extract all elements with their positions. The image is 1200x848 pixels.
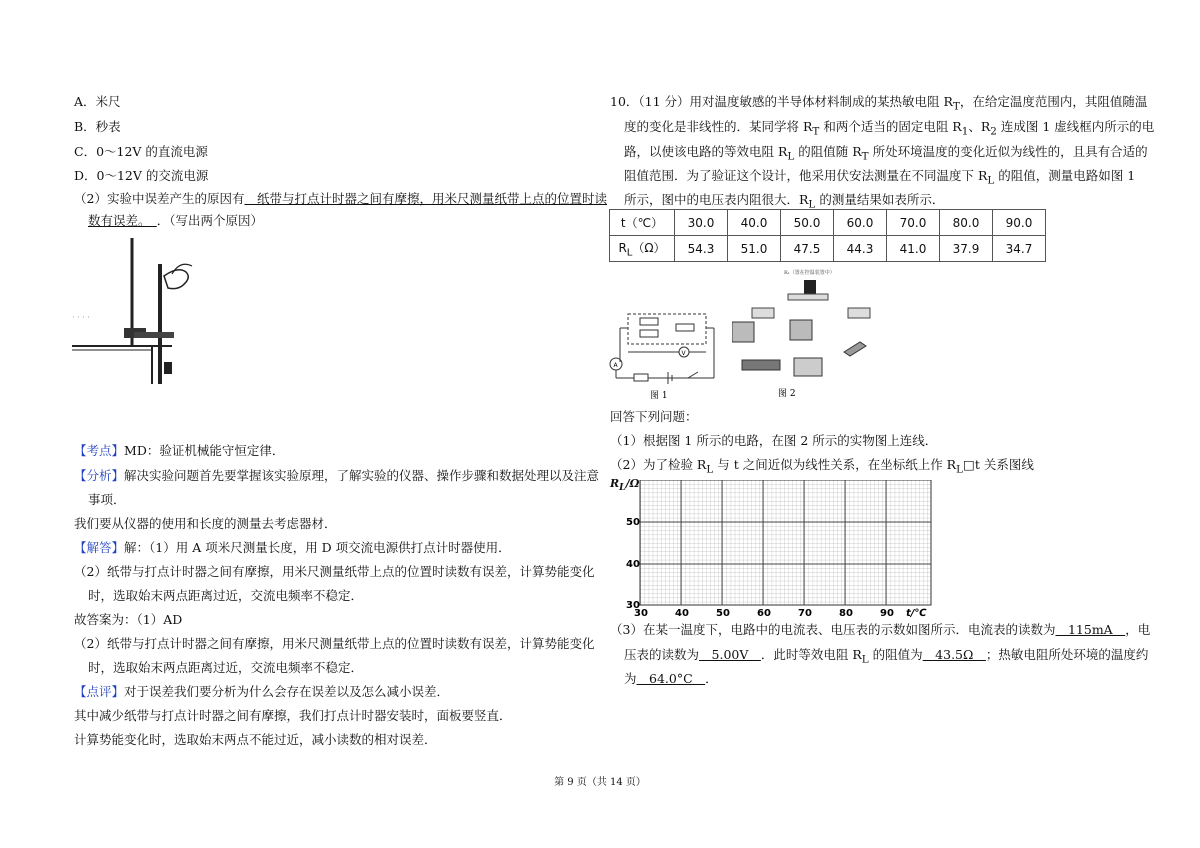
table-row-r	[610, 236, 1046, 262]
answer-voltage: 5.00V	[699, 647, 761, 662]
r-header: $R_L(\Omega)$	[610, 236, 675, 262]
answer-temperature: 64.0°C	[636, 671, 706, 686]
q3-line2: 压表的读数为 5.00V ．此时等效电阻 $R_L$ 的阻值为 43.5Ω ；热敏电阻所处环境的温度约	[624, 647, 1149, 666]
y-tick: 50	[626, 517, 640, 528]
switch-device	[844, 342, 866, 356]
t-cell: 90.0	[993, 210, 1046, 236]
option-a: A．米尺	[74, 94, 121, 109]
fenxi-text: 解决实验问题首先要掌握该实验原理，了解实验的仪器、操作步骤和数据处理以及注意	[124, 468, 600, 483]
graph-ylabel: $R_L/\Omega$	[610, 477, 640, 494]
answer-line: 故答案为：（1）AD	[74, 612, 183, 627]
note1: 其中减少纸带与打点计时器之间有摩擦，我们打点计时器安装时，面板要竖直．	[74, 708, 512, 723]
question-1: （1）根据图 1 所示的电路，在图 2 所示的实物图上连线．	[610, 433, 938, 448]
t-cell: 60.0	[834, 210, 887, 236]
q2-line1	[74, 191, 607, 207]
kaodian	[74, 443, 284, 459]
q3-line1: （3）在某一温度下，电路中的电流表、电压表的示数如图所示．电流表的读数为 115mA ，电	[610, 622, 1151, 637]
t-header: t（℃）	[610, 210, 675, 236]
t-cell: 70.0	[887, 210, 940, 236]
grid-area	[640, 480, 931, 605]
x-tick: 70	[798, 608, 812, 619]
dianping	[74, 684, 449, 700]
y-tick: 40	[626, 559, 640, 570]
t-cell: 40.0	[728, 210, 781, 236]
option-b: B．秒表	[74, 119, 121, 134]
answer-current: 115mA	[1055, 622, 1126, 637]
q2-answer-2: 数有误差。	[88, 213, 157, 228]
answer-intro: 回答下列问题：	[610, 409, 698, 424]
r-cell: 37.9	[940, 236, 993, 262]
battery	[794, 358, 822, 376]
svg-text:A: A	[613, 362, 618, 369]
answer-resistance: 43.5Ω	[922, 647, 986, 662]
ammeter-device	[732, 322, 754, 342]
x-tick: 80	[839, 608, 853, 619]
q10-line2: 度的变化是非线性的．某同学将 $R_T$ 和两个适当的固定电阻 $R_1$、$R_2$ 连成图 1 虚线框内所示的电	[624, 119, 1155, 138]
q10-line5: 所示，图中的电压表内阻很大．$R_L$ 的测量结果如表所示．	[624, 192, 945, 211]
r-cell: 51.0	[728, 236, 781, 262]
x-tick: 90	[880, 608, 894, 619]
ans2-l2: 时，选取始末两点距离过近，交流电频率不稳定．	[88, 660, 364, 675]
kaodian-tag: 【考点】	[74, 443, 125, 458]
t-cell: 30.0	[675, 210, 728, 236]
fenxi	[74, 468, 599, 484]
q10-line1: 10．（11 分）用对温度敏感的半导体材料制成的某热敏电阻 $R_T$，在给定温度范围内，其阻值随温	[610, 94, 1148, 113]
fenxi-cont: 事项．	[88, 492, 126, 507]
x-tick: 60	[757, 608, 771, 619]
r-cell: 34.7	[993, 236, 1046, 262]
x-tick: 30	[634, 608, 648, 619]
jieda2-l2: 时，选取始末两点距离过近，交流电频率不稳定．	[88, 588, 364, 603]
dianping-tag: 【点评】	[74, 684, 125, 699]
question-2: （2）为了检验 $R_L$ 与 t 之间近似为线性关系，在坐标纸上作 $R_L□t$ 关系图线	[610, 457, 1034, 476]
q2-prefix: （2）实验中误差产生的原因有	[74, 191, 245, 206]
weight	[164, 362, 172, 374]
kaodian-text: MD：验证机械能守恒定律．	[124, 443, 285, 458]
jieda-text: 解：（1）用 A 项米尺测量长度，用 D 项交流电源供打点计时器使用．	[124, 540, 511, 555]
jieda2-l1: （2）纸带与打点计时器之间有摩擦，用米尺测量纸带上点的位置时读数有误差，计算势能变化	[74, 564, 595, 579]
t-cell: 80.0	[940, 210, 993, 236]
r-cell: 47.5	[781, 236, 834, 262]
apparatus-figure-2	[732, 266, 882, 402]
t-cell: 50.0	[781, 210, 834, 236]
page-footer: 第 9 页（共 14 页）	[554, 777, 646, 788]
r-cell: 44.3	[834, 236, 887, 262]
jieda-tag: 【解答】	[74, 540, 125, 555]
q2-answer-1: 纸带与打点计时器之间有摩擦，用米尺测量纸带上点的位置时读	[244, 191, 607, 206]
svg-text:· · · ·: · · · ·	[72, 313, 90, 322]
grid-graph	[620, 480, 950, 620]
fig2-caption: R₁（置在控温装置中）	[784, 270, 835, 276]
option-d: D．0～12V 的交流电源	[74, 168, 209, 183]
rheostat	[742, 360, 780, 370]
resistor-r1	[752, 308, 774, 318]
note2: 计算势能变化时，选取始末两点不能过近，减小读数的相对误差．	[74, 732, 437, 747]
para1: 我们要从仪器的使用和长度的测量去考虑器材．	[74, 516, 337, 531]
dianping-text: 对于误差我们要分析为什么会存在误差以及怎么减小误差．	[124, 684, 450, 699]
q2-line2	[88, 213, 263, 229]
q2-suffix: ．（写出两个原因）	[156, 213, 264, 228]
hand-icon	[164, 270, 188, 289]
fenxi-tag: 【分析】	[74, 468, 125, 483]
resistor-r2	[848, 308, 870, 318]
q3-line3: 为 64.0°C ．	[624, 671, 718, 686]
ans2-l1: （2）纸带与打点计时器之间有摩擦，用米尺测量纸带上点的位置时读数有误差，计算势能变化	[74, 636, 595, 651]
jieda	[74, 540, 511, 556]
fig2-label: 图 2	[778, 389, 796, 399]
fig1-label: 图 1	[650, 391, 668, 401]
r-cell: 54.3	[675, 236, 728, 262]
option-c: C．0～12V 的直流电源	[74, 144, 208, 159]
y-tick: 30	[626, 600, 640, 611]
svg-text:V: V	[681, 350, 686, 357]
voltmeter-device	[790, 320, 812, 340]
x-tick: 50	[716, 608, 730, 619]
q10-line3: 路，以使该电路的等效电阻 $R_L$ 的阻值随 $R_T$ 所处环境温度的变化近似为线性的，且具有合适的	[624, 144, 1148, 163]
x-tick: 40	[675, 608, 689, 619]
x-axis-label: t/℃	[906, 608, 927, 619]
circuit-figure-1	[606, 306, 722, 402]
table-row-t	[610, 210, 1046, 236]
q10-line4: 阻值范围．为了验证这个设计，他采用伏安法测量在不同温度下 $R_L$ 的阻值，测量电路如图 1	[624, 168, 1136, 187]
measurement-table	[609, 209, 1046, 262]
r-cell: 41.0	[887, 236, 940, 262]
apparatus-figure	[72, 234, 202, 384]
